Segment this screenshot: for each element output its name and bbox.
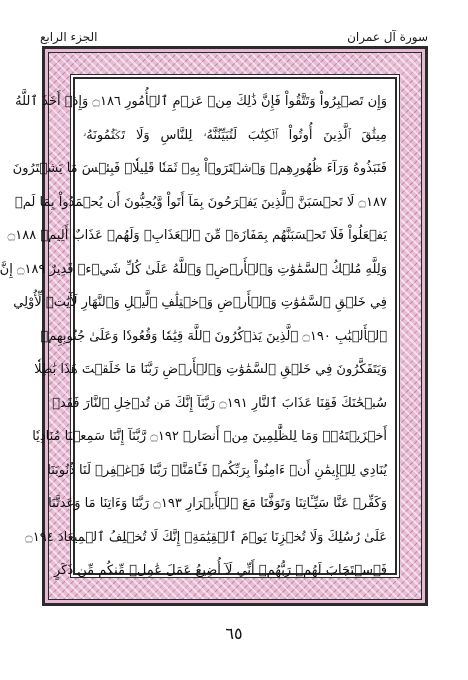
verse-line: وَيَتَفَكَّرُونَ فِي خَلۡقِ ٱلسَّمَٰوَٰتِ وَٱلۡأَرۡضِ رَبَّنَا مَا خَلَقۡتَ هَٰذَا بَٰطِلٗا: [34, 362, 387, 377]
ornamental-border: [0, 52, 422, 600]
text-panel: [0, 77, 397, 578]
page-frame: [0, 46, 428, 606]
verse-line: ٱلۡأَلۡبَٰبِ ۝١٩٠ ٱلَّذِينَ يَذۡكُرُونَ ٱللَّهَ قِيَٰمٗا وَقُعُودٗا وَعَلَىٰ جُنُوبِهِمۡ: [40, 328, 387, 344]
verse-line: يُنَادِي لِلۡإِيمَٰنِ أَنۡ ءَامِنُواْ بِرَبِّكُمۡ فَـَٔامَنَّاۚ رَبَّنَا فَٱغۡفِرۡ لَنَا ذُنُوبَنَا: [47, 462, 387, 478]
verse-line: عَلَىٰ رُسُلِكَ وَلَا تُخۡزِنَا يَوۡمَ ٱلۡقِيَٰمَةِۖ إِنَّكَ لَا تُخۡلِفُ ٱلۡمِيعَادَ ۝١٩٤: [25, 529, 387, 545]
verse-line: وَلِلَّهِ مُلۡكُ ٱلسَّمَٰوَٰتِ وَٱلۡأَرۡضِۗ وَٱللَّهُ عَلَىٰ كُلِّ شَيۡءٖ قَدِيرٌ ۝١٨٩ إِنَّ: [0, 261, 387, 277]
verse-lines: [0, 85, 387, 578]
verse-line: أَخۡزَيۡتَهُۥۖ وَمَا لِلظَّٰلِمِينَ مِنۡ أَنصَارٖ ۝١٩٢ رَّبَّنَآ إِنَّنَا سَمِعۡنَا مُنَادِيٗا: [32, 429, 387, 444]
surah-title: سورة آل عمران: [347, 30, 428, 44]
juz-title: الجزء الرابع: [40, 30, 98, 44]
verse-line: فَٱسۡتَجَابَ لَهُمۡ رَبُّهُمۡ أَنِّي لَآ أُضِيعُ عَمَلَ عَٰمِلٖ مِّنكُم مِّن ذَكَرٍ: [53, 563, 387, 578]
verse-line: فَنَبَذُوهُ وَرَآءَ ظُهُورِهِمۡ وَٱشۡتَرَوۡاْ بِهِۦ ثَمَنٗا قَلِيلٗاۖ فَبِئۡسَ مَا يَشۡتَرُونَ: [12, 161, 387, 176]
verse-line: وَإِن تَصۡبِرُواْ وَتَتَّقُواْ فَإِنَّ ذَٰلِكَ مِنۡ عَزۡمِ ٱلۡأُمُورِ ۝١٨٦ وَإِذۡ أَخَذَ ٱللَّهُ: [15, 94, 387, 109]
verse-line: مِيثَٰقَ ٱلَّذِينَ أُوتُواْ ٱلۡكِتَٰبَ لَتُبَيِّنُنَّهُۥ لِلنَّاسِ وَلَا تَكۡتُمُونَهُۥ: [83, 127, 387, 143]
page-number: ٦٥: [225, 624, 243, 643]
verse-line: ۝١٨٧ لَا تَحۡسَبَنَّ ٱلَّذِينَ يَفۡرَحُونَ بِمَآ أَتَواْ وَّيُحِبُّونَ أَن يُحۡمَدُواْ بِمَا لَمۡ: [14, 194, 387, 210]
verse-line: وَكَفِّرۡ عَنَّا سَيِّـَٔاتِنَا وَتَوَفَّنَا مَعَ ٱلۡأَبۡرَارِ ۝١٩٣ رَبَّنَا وَءَاتِنَا مَا وَعَدتَّنَا: [48, 496, 387, 511]
verse-line: سُبۡحَٰنَكَ فَقِنَا عَذَابَ ٱلنَّارِ ۝١٩١ رَبَّنَآ إِنَّكَ مَن تُدۡخِلِ ٱلنَّارَ فَقَدۡ: [52, 395, 387, 411]
verse-line: يَفۡعَلُواْ فَلَا تَحۡسَبَنَّهُم بِمَفَازَةٖ مِّنَ ٱلۡعَذَابِۖ وَلَهُمۡ عَذَابٌ أَلِيمٞ ۝١٨٨: [7, 228, 387, 243]
verse-line: فِي خَلۡقِ ٱلسَّمَٰوَٰتِ وَٱلۡأَرۡضِ وَٱخۡتِلَٰفِ ٱلَّيۡلِ وَٱلنَّهَارِ لَأٓيَٰتٖ لِّأُوْلِي: [13, 295, 387, 310]
